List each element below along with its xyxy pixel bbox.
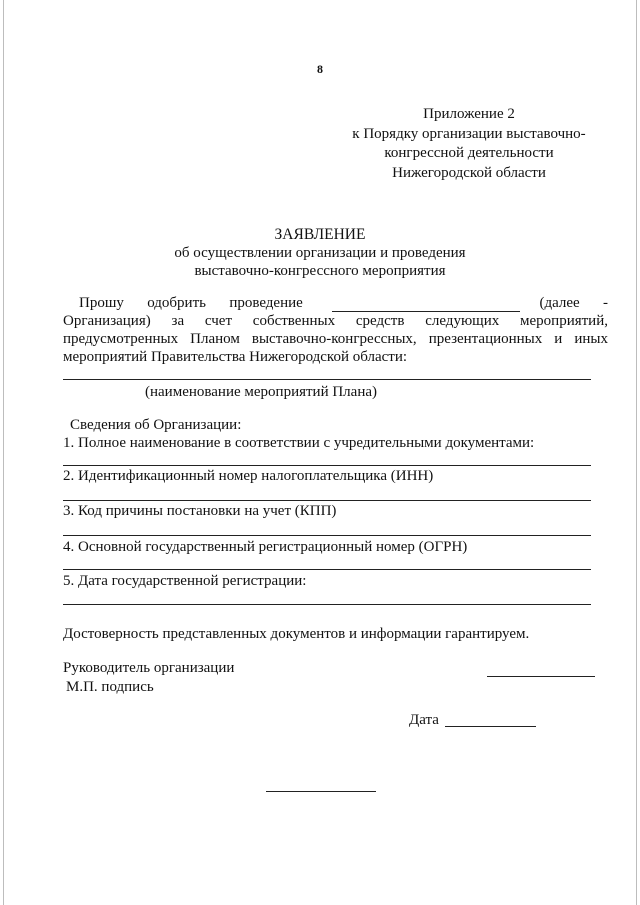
org-info-item-3: 3. Код причины постановки на учет (КПП) <box>63 503 337 519</box>
request-word: - <box>603 295 608 311</box>
org-info-item-5: 5. Дата государственной регистрации: <box>63 573 307 589</box>
subtitle-line-2: выставочно-конгрессного мероприятия <box>194 263 446 279</box>
request-word: за <box>171 313 185 329</box>
request-word: следующих <box>425 313 500 329</box>
page-number: 8 <box>317 62 323 76</box>
date-field[interactable] <box>445 726 536 727</box>
left-page-edge <box>3 0 4 905</box>
document-title: ЗАЯВЛЕНИЕ <box>274 226 366 243</box>
subtitle-line-1: об осуществлении организации и проведения <box>174 245 466 261</box>
request-line-1 <box>63 295 608 312</box>
request-word: выставочно-конгрессных, <box>251 331 417 347</box>
request-word: презентационных <box>428 331 543 347</box>
appendix-line-4: Нижегородской области <box>392 164 546 181</box>
events-underline[interactable] <box>63 379 591 380</box>
request-line-3 <box>63 331 608 348</box>
right-page-edge <box>636 0 637 905</box>
org-info-item-4: 4. Основной государственный регистрационный номер (ОГРН) <box>63 539 468 555</box>
stamp-signature-label: М.П. подпись <box>66 679 154 695</box>
request-word: проведение <box>229 295 303 311</box>
events-caption: (наименование мероприятий Плана) <box>145 384 378 400</box>
request-word: предусмотренных <box>63 331 179 347</box>
signature-head-label: Руководитель организации <box>63 660 235 676</box>
registration-date-field[interactable] <box>63 604 591 605</box>
org-info-item-1: 1. Полное наименование в соответствии с учредительными документами: <box>63 435 535 451</box>
request-word: Прошу <box>79 295 124 311</box>
inn-field[interactable] <box>63 500 591 501</box>
request-line-4: мероприятий Правительства Нижегородской области: <box>63 349 408 365</box>
org-info-item-2: 2. Идентификационный номер налогоплательщика (ИНН) <box>63 468 434 484</box>
request-word: (далее <box>539 295 580 311</box>
org-info-heading: Сведения об Организации: <box>70 417 242 433</box>
event-name-blank[interactable] <box>326 295 516 312</box>
appendix-header <box>340 105 598 183</box>
request-word: одобрить <box>147 295 206 311</box>
org-full-name-field[interactable] <box>63 465 591 466</box>
request-word: Организация) <box>63 313 151 329</box>
request-word: счет <box>204 313 233 329</box>
request-word: и <box>554 331 563 347</box>
separator-line <box>266 791 376 792</box>
signature-field[interactable] <box>487 676 595 677</box>
ogrn-field[interactable] <box>63 569 591 570</box>
request-word: мероприятий, <box>520 313 608 329</box>
date-label: Дата <box>409 712 439 728</box>
guarantee-statement: Достоверность представленных документов и информации гарантируем. <box>63 626 530 642</box>
request-word: иных <box>574 331 608 347</box>
request-word: собственных <box>252 313 336 329</box>
event-name-underline <box>332 311 520 312</box>
request-line-2 <box>63 313 608 330</box>
appendix-line-2: к Порядку организации выставочно- <box>352 125 586 142</box>
kpp-field[interactable] <box>63 535 591 536</box>
appendix-line-1: Приложение 2 <box>423 106 515 122</box>
request-word: средств <box>355 313 405 329</box>
appendix-line-3: конгрессной деятельности <box>384 145 554 161</box>
request-word: Планом <box>190 331 240 347</box>
